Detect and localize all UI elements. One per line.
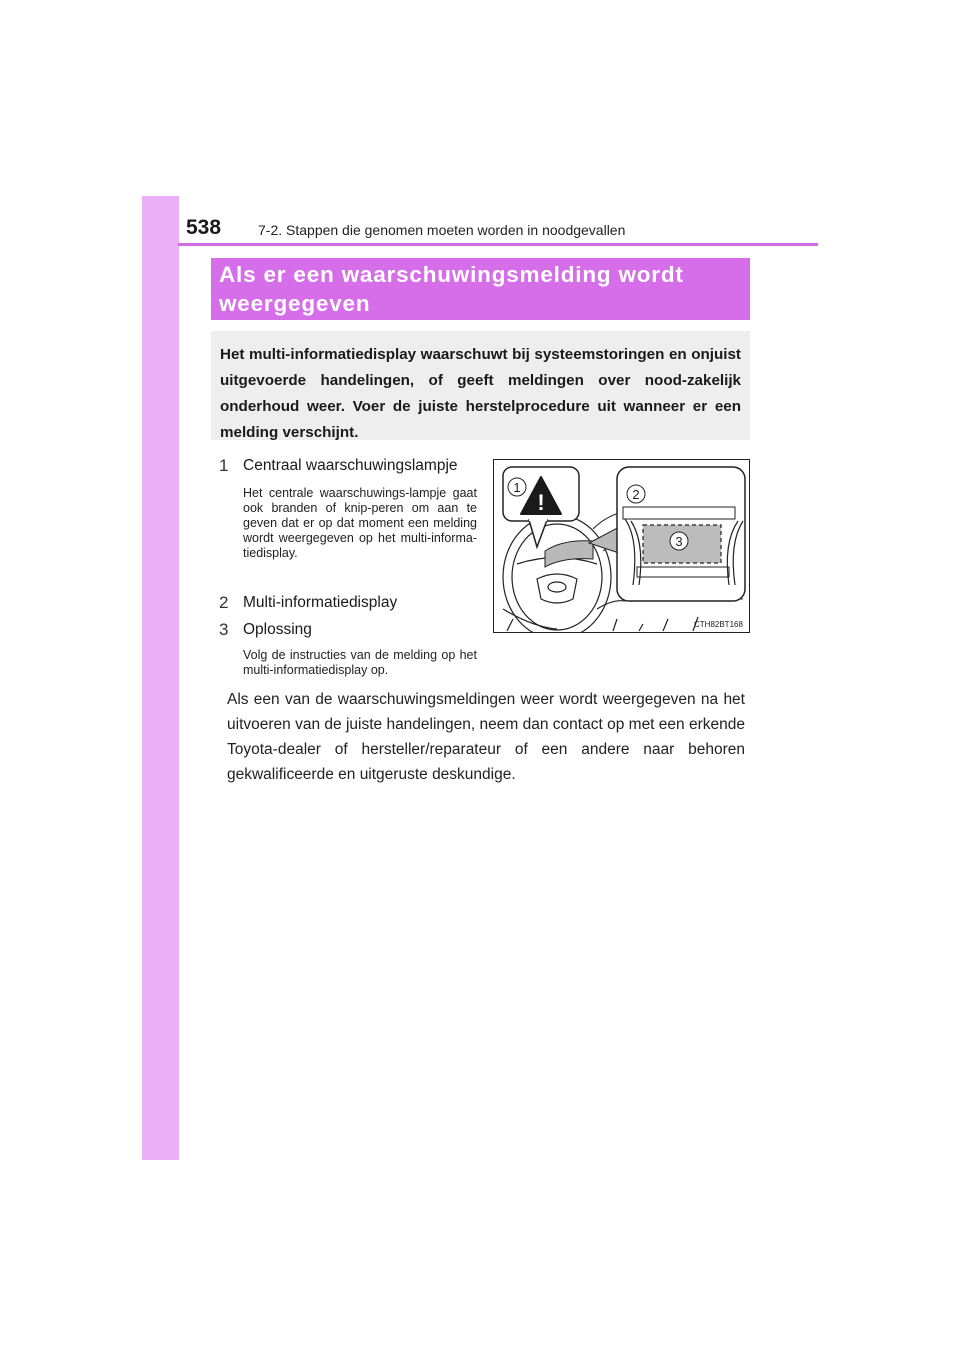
page-number: 538	[186, 216, 222, 239]
warning-symbol: !	[537, 490, 545, 515]
item-number-2: 2	[219, 593, 229, 612]
callout-1-label: 1	[513, 480, 521, 495]
item-number-3: 3	[219, 620, 229, 639]
chapter-title: 7-2. Stappen die genomen moeten worden in noodgevallen	[258, 222, 626, 238]
item-title-2: Multi-informatiedisplay	[243, 594, 398, 611]
item-description-1: Het centrale waarschuwings-lampje gaat ook branden of knip-peren om aan te geven dat er op dat moment een melding wordt weergegeven op het multi-informa-tiedisplay.	[243, 486, 477, 560]
callout-1	[508, 478, 526, 496]
section-title-line1: Als er een waarschuwingsmelding wordt	[219, 262, 684, 287]
callout-2	[627, 485, 645, 503]
dashboard-drawing	[493, 459, 750, 633]
callout-3	[670, 532, 688, 550]
intro-box: Het multi-informatiedisplay waarschuwt bij systeemstoringen en onjuist uitgevoerde handelingen, of geeft meldingen over nood-zakelijk onderhoud weer. Voer de juiste herstelprocedure uit wanneer er een melding verschijnt.	[211, 331, 750, 440]
item-title-3: Oplossing	[243, 621, 312, 638]
section-title-line2: weergegeven	[219, 291, 371, 316]
callout-3-label: 3	[675, 534, 683, 549]
header-divider	[178, 243, 818, 246]
item-title-1: Centraal waarschuwingslampje	[243, 457, 458, 474]
chapter-side-tab	[142, 196, 179, 1160]
callout-2-label: 2	[632, 487, 640, 502]
figure-code: CTH82BT168	[694, 620, 743, 629]
section-title	[211, 258, 750, 320]
item-number-1: 1	[219, 456, 229, 475]
item-description-3: Volg de instructies van de melding op het multi-informatiedisplay op.	[243, 648, 477, 677]
dashboard-illustration	[493, 459, 750, 633]
body-paragraph: Als een van de waarschuwingsmeldingen weer wordt weergegeven na het uitvoeren van de juiste handelingen, neem dan contact op met een erkende Toyota-dealer of hersteller/reparateur of een andere naar behoren gekwalificeerde en uitgeruste deskundige.	[227, 691, 745, 783]
